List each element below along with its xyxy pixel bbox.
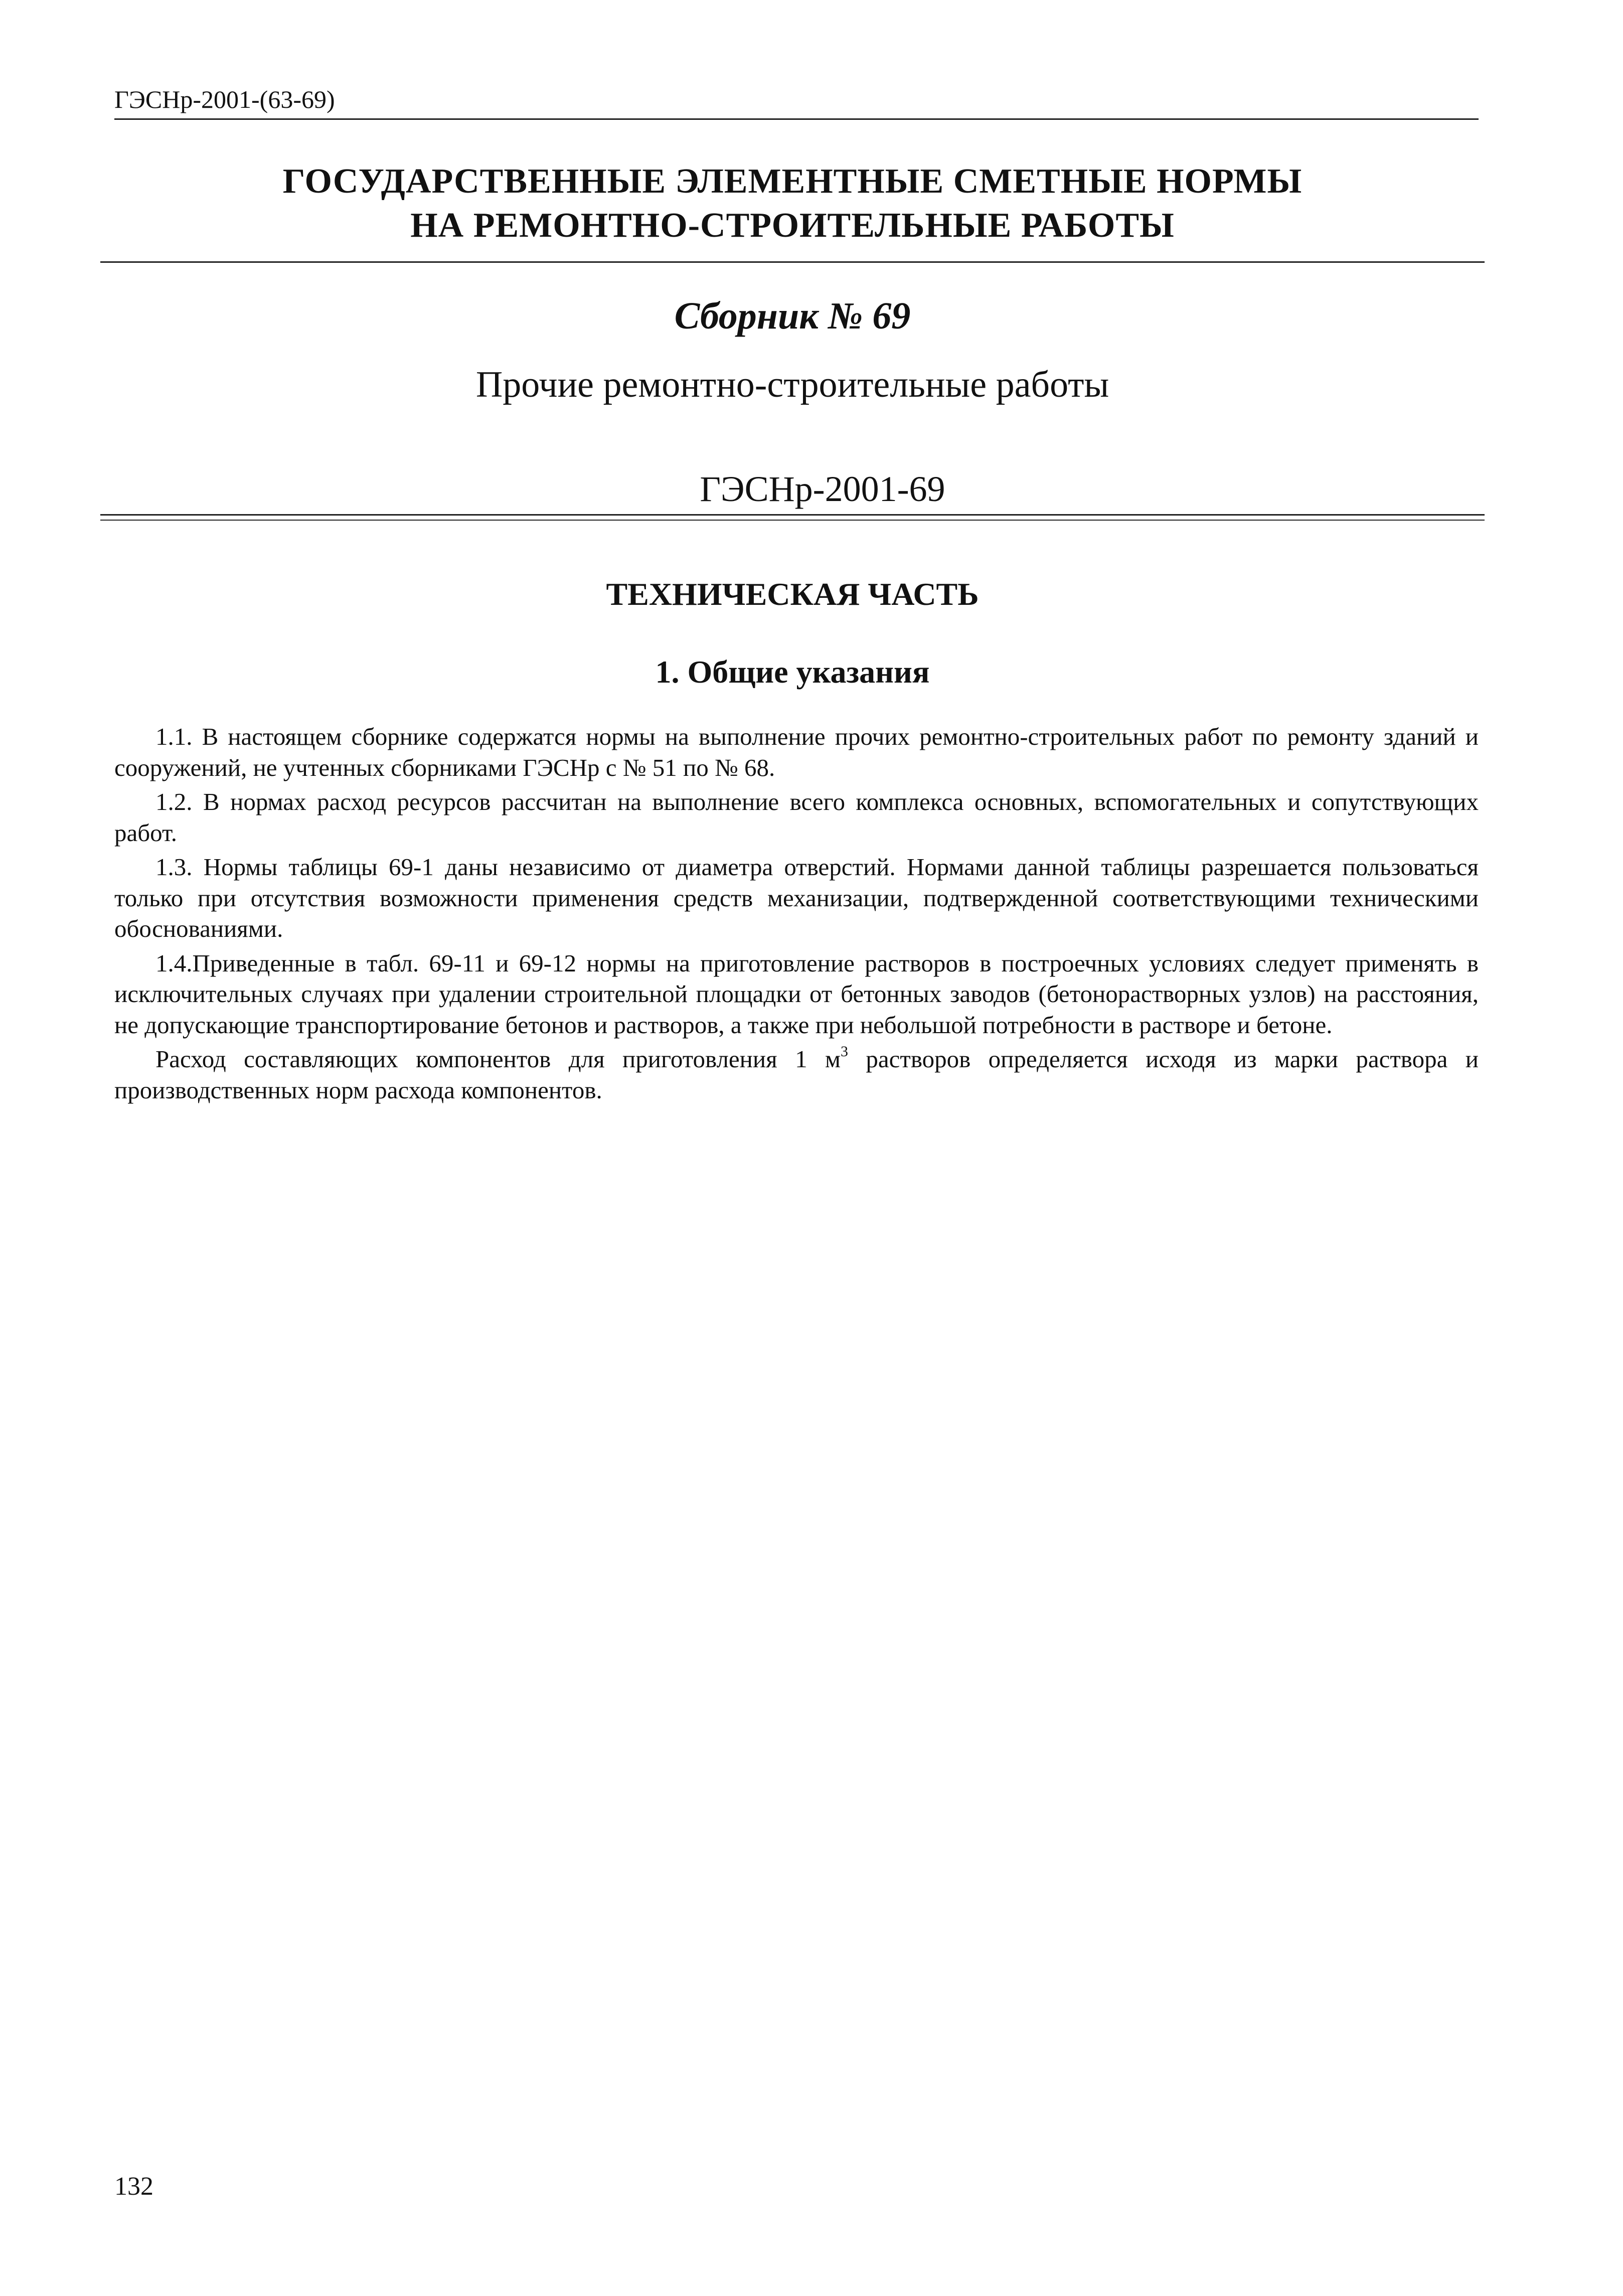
main-title <box>100 159 1485 248</box>
paragraph-1-2: 1.2. В нормах расход ресурсов рассчитан на выполнение всего комплекса основных, вспомогательных и сопутствующих работ. <box>114 788 1479 847</box>
collection-code: ГЭСНр-2001-69 <box>700 469 945 509</box>
paragraph-1-3: 1.3. Нормы таблицы 69-1 даны независимо от диаметра отверстий. Нормами данной таблицы разрешается пользоваться только при отсутствия возможности применения средств механизации, подтвержденной соответствующими техническими обоснованиями. <box>114 853 1479 942</box>
cubic-superscript: 3 <box>841 1043 848 1060</box>
paragraph-components-end: растворов определяется исходя из марки раствора и производственных норм расхода компонентов. <box>114 1045 1479 1104</box>
code-rule-thin <box>100 520 1485 521</box>
header-rule <box>114 118 1479 120</box>
paragraph-components-start: Расход составляющих компонентов для приготовления 1 м <box>155 1045 841 1073</box>
section-heading: 1. Общие указания <box>655 654 930 690</box>
collection-name: Прочие ремонтно-строительные работы <box>475 364 1109 405</box>
body-text <box>114 721 1479 1109</box>
page-number: 132 <box>114 2172 153 2201</box>
paragraph-1-4: 1.4.Приведенные в табл. 69-11 и 69-12 нормы на приготовление растворов в построечных условиях следует применять в исключительных случаях при удалении строительной площадки от бетонных заводов (бетонорастворных узлов) на расстояния, не допускающие транспортирование бетонов и растворов, а также при небольшой потребности в растворе и бетоне. <box>114 949 1479 1039</box>
title-rule <box>100 261 1485 263</box>
main-title-line-1: ГОСУДАРСТВЕННЫЕ ЭЛЕМЕНТНЫЕ СМЕТНЫЕ НОРМЫ <box>282 162 1303 201</box>
collection-number: Сборник № 69 <box>674 295 911 337</box>
code-rule-thick <box>100 514 1485 516</box>
technical-part-heading: ТЕХНИЧЕСКАЯ ЧАСТЬ <box>606 576 979 612</box>
main-title-line-2: НА РЕМОНТНО-СТРОИТЕЛЬНЫЕ РАБОТЫ <box>410 206 1175 245</box>
paragraph-1-1: 1.1. В настоящем сборнике содержатся нормы на выполнение прочих ремонтно-строительных работ по ремонту зданий и сооружений, не учтенных сборниками ГЭСНр с № 51 по № 68. <box>114 723 1479 781</box>
paragraph-components <box>114 1044 1479 1105</box>
running-header: ГЭСНр-2001-(63-69) <box>114 85 335 113</box>
